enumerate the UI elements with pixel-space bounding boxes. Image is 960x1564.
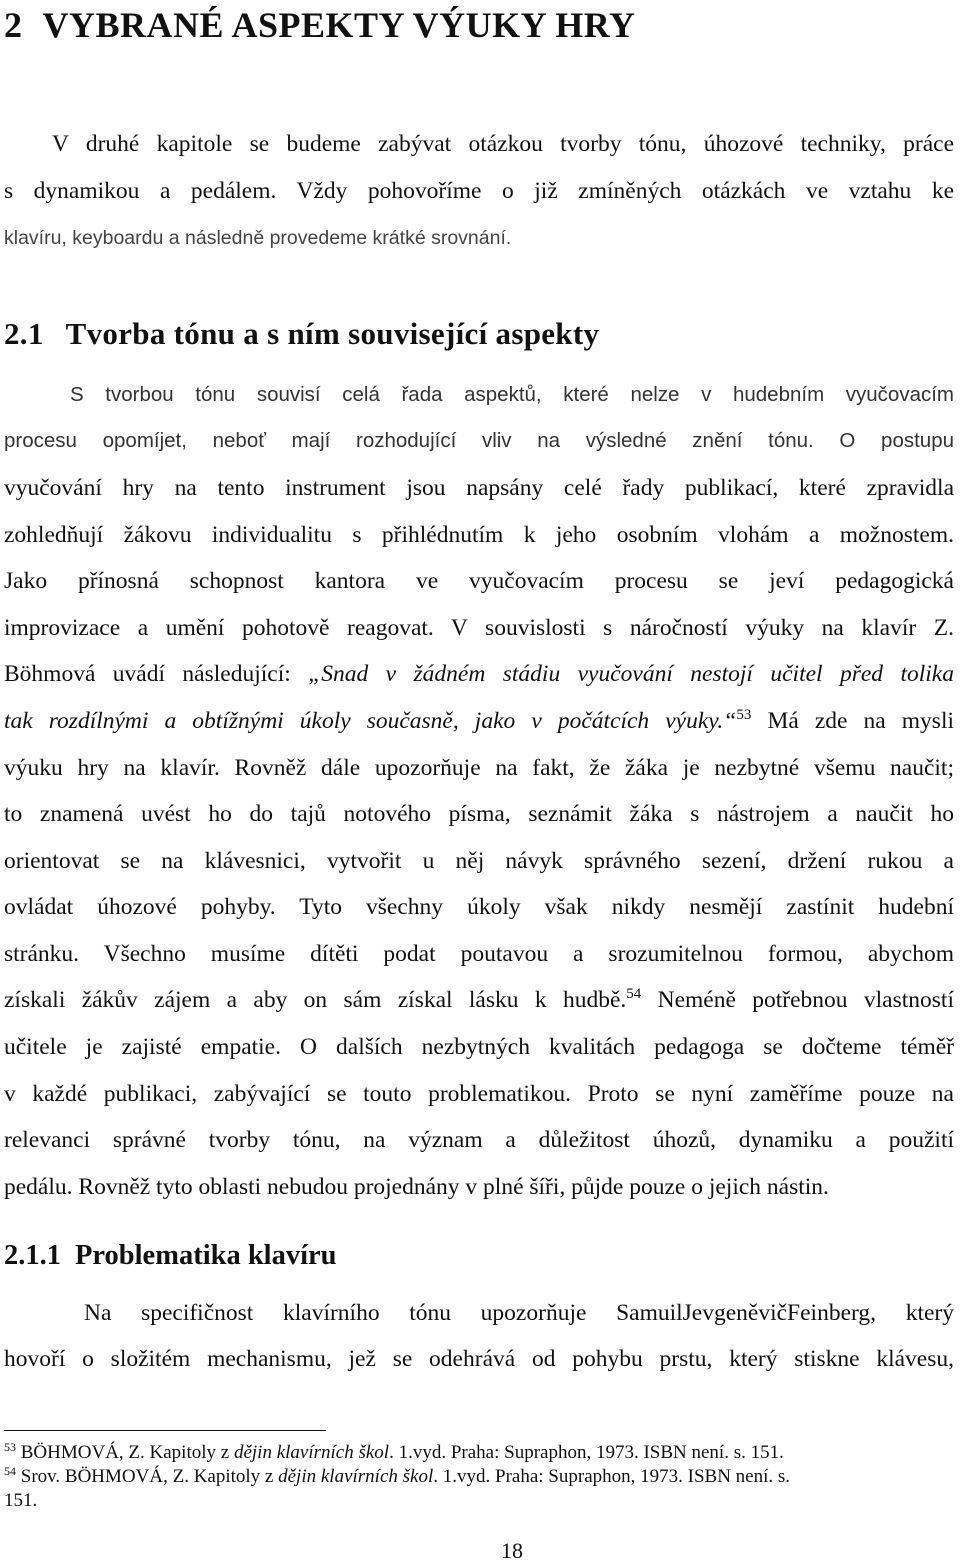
section-number: 2.1.1 (4, 1240, 61, 1271)
body-line: pedálu. Rovněž tyto oblasti nebudou projednány v plné šíři, půjde pouze o jejich nástin. (4, 1174, 829, 1200)
body-line: v každé publikaci, zabývající se touto problematikou. Proto se nyní zaměříme pouze na (4, 1081, 954, 1107)
footnote-text: BÖHMOVÁ, Z. Kapitoly z (16, 1442, 234, 1463)
section-heading-2-1 (4, 316, 954, 352)
footnote-text: . 1.vyd. Praha: Supraphon, 1973. ISBN není. s. 151. (389, 1442, 784, 1463)
intro-line-3: klavíru, keyboardu a následně provedeme krátké srovnání. (4, 227, 512, 249)
body-line: ovládat úhozové pohyby. Tyto všechny úkoly však nikdy nesmějí zastínit hudební (4, 894, 954, 920)
footnote-text: . 1.vyd. Praha: Supraphon, 1973. ISBN není. s. (433, 1466, 791, 1487)
footnote-title: dějin klavírních škol (278, 1466, 434, 1487)
footnote-title: dějin klavírních škol (233, 1442, 390, 1463)
footnote-53 (4, 1441, 930, 1465)
body-line: stránku. Všechno musíme dítěti podat poutavou a srozumitelnou formou, abychom (4, 941, 954, 967)
body-line: to znamená uvést ho do tajů notového písma, seznámit žáka s nástrojem a naučit ho (4, 801, 954, 827)
body-line: hovoří o složitém mechanismu, jež se odehrává od pohybu prstu, který stiskne klávesu, (4, 1346, 954, 1372)
body-line: orientovat se na klávesnici, vytvořit u něj návyk správného sezení, držení rukou a (4, 848, 954, 874)
section-title: Tvorba tónu a s ním související aspekty (65, 316, 600, 351)
footnote-ref-53[interactable]: 53 (736, 707, 752, 723)
body-line: Jako přínosná schopnost kantora ve vyučovacím procesu se jeví pedagogická (4, 568, 954, 594)
section-number: 2.1 (4, 316, 44, 351)
intro-line-2: s dynamikou a pedálem. Vždy pohovoříme o již zmíněných otázkách ve vztahu ke (4, 178, 954, 204)
footnote-mark: 53 (4, 1440, 16, 1454)
footnote-separator (4, 1430, 326, 1431)
body-line: výuku hry na klavír. Rovněž dále upozorňuje na fakt, že žáka je nezbytné všemu naučit; (4, 755, 954, 781)
quote-close-mark: “ (723, 708, 737, 734)
quote-text: „Snad v žádném stádiu vyučování nestojí učitel před tolika (308, 661, 954, 687)
quote-line-1 (4, 659, 954, 689)
body-line: S tvorbou tónu souvisí celá řada aspektů, které nelze v hudebním vyučovacím (70, 383, 954, 406)
body-line: procesu opomíjet, neboť mají rozhodující vliv na výsledné znění tónu. O postupu (4, 429, 954, 452)
chapter-number: 2 (4, 5, 23, 45)
body-line: relevanci správné tvorby tónu, na význam a důležitost úhozů, dynamiku a použití (4, 1127, 954, 1153)
chapter-title: VYBRANÉ ASPEKTY VÝUKY HRY (42, 5, 636, 45)
footnote-text: Srov. BÖHMOVÁ, Z. Kapitoly z (16, 1466, 279, 1487)
body-line: Na specifičnost klavírního tónu upozorňuje SamuilJevgeněvičFeinberg, který (84, 1300, 954, 1326)
body-line: zohledňují žákovu individualitu s přihlédnutím k jeho osobním vlohám a možnostem. (4, 522, 954, 548)
footnote-54-continued: 151. (4, 1490, 38, 1511)
section-heading-2-1-1 (4, 1240, 954, 1272)
quote-intro-text: Böhmová uvádí následující: (4, 661, 309, 687)
body-text: získali žákův zájem a aby on sám získal lásku k hudbě. (4, 987, 627, 1013)
footnote-54 (4, 1465, 930, 1489)
body-line-with-ref-54 (4, 985, 954, 1015)
quote-text: tak rozdílnými a obtížnými úkoly současně, jako v počátcích výuky. (4, 708, 724, 734)
body-line: vyučování hry na tento instrument jsou napsány celé řady publikací, které zpravidla (4, 475, 954, 501)
body-text: Neméně potřebnou vlastností (641, 987, 954, 1013)
footnote-mark: 54 (4, 1464, 16, 1478)
section-title: Problematika klavíru (75, 1240, 337, 1271)
intro-line-1: V druhé kapitole se budeme zabývat otázkou tvorby tónu, úhozové techniky, práce (52, 131, 954, 157)
body-text: Má zde na mysli (767, 708, 954, 734)
page-number: 18 (501, 1538, 523, 1563)
chapter-heading (4, 4, 954, 46)
body-line: improvizace a umění pohotově reagovat. V souvislosti s náročností výuky na klavír Z. (4, 615, 954, 641)
quote-line-2 (4, 706, 954, 736)
body-line: učitele je zajisté empatie. O dalších nezbytných kvalitách pedagoga se dočteme téměř (4, 1034, 954, 1060)
footnote-ref-54[interactable]: 54 (626, 986, 642, 1002)
